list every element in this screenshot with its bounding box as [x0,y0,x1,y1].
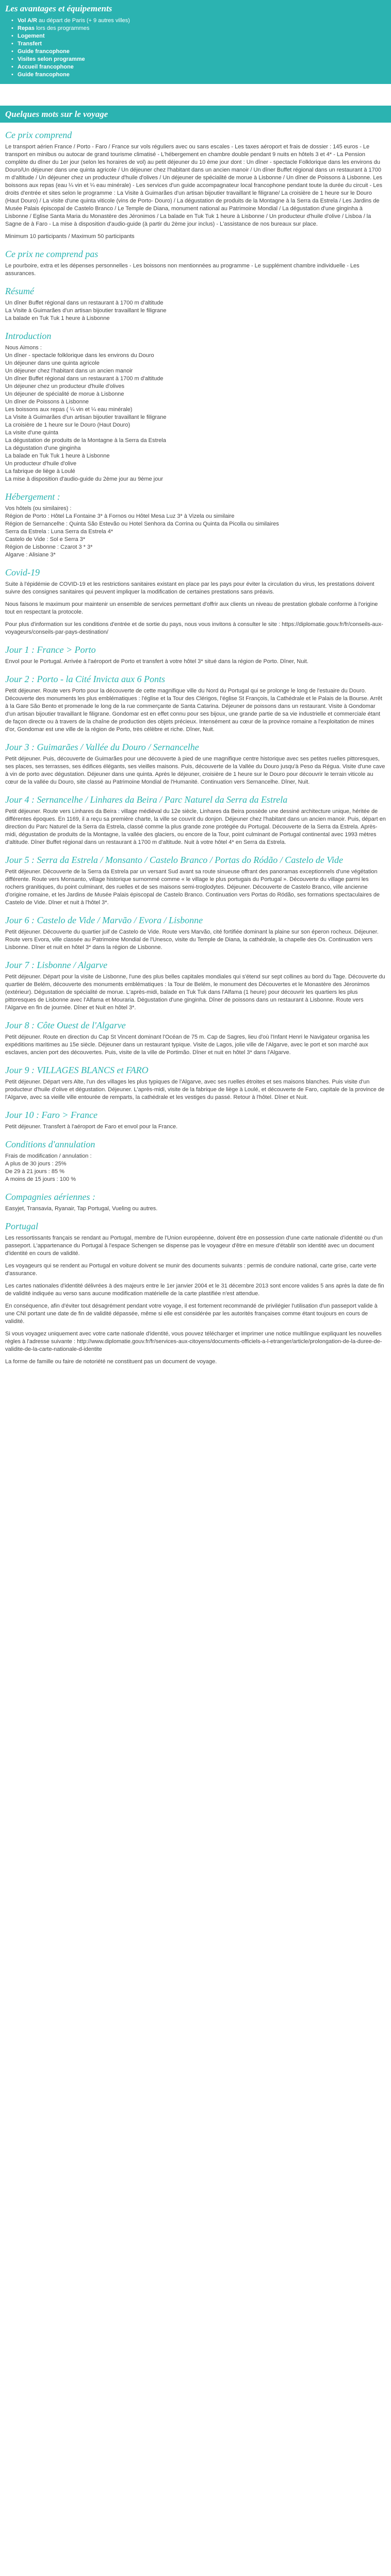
section-line: A plus de 30 jours : 25% [5,1161,67,1167]
check-icon: • [11,25,13,31]
section-line: Nous Aimons : [5,345,42,351]
content-section [5,915,386,952]
advantage-label: Logement [18,33,45,39]
section-line: La fabrique de liège à Loulé [5,468,75,474]
section-title: Ce prix comprend [5,130,72,140]
trip-info-title: Quelques mots sur le voyage [0,106,391,123]
content-section [5,1020,386,1057]
check-icon: • [11,56,13,62]
section-line: Un dîner Buffet régional dans un restaurant à 1700 m d'altitude [5,376,164,382]
advantage-item [11,17,386,25]
content-section [5,645,386,666]
section-title: Ce prix ne comprend pas [5,249,99,259]
check-icon: • [11,41,13,47]
section-line: Un producteur d'huile d'olive [5,461,77,467]
section-title: Conditions d'annulation [5,1139,95,1149]
advantages-title: Les avantages et équipements [0,0,391,17]
advantage-item [11,48,386,56]
check-icon: • [11,48,13,55]
content-section [5,794,386,846]
content-section [5,1192,386,1213]
section-paragraph: Suite à l'épidémie de COVID-19 et les restrictions sanitaires existant en place par les pays pour éviter la circulation du virus, les prestations doivent suivre des consignes sanitaires qui peuvent impliquer la modification de certaines prestations sans préavis. [5,581,374,595]
section-line: Les boissons aux repas ( ¼ vin et ¼ eau minérale) [5,406,133,413]
section-paragraph: Les cartes nationales d'identité délivrées à des majeurs entre le 1er janvier 2004 et le 31 décembre 2013 sont encore valides 5 ans après la date de fin de validité indiquée au verso sans aucune modification matérielle de la carte plastifiée n'est attendue. [5,1283,384,1297]
section-title: Compagnies aériennes : [5,1192,95,1202]
advantage-label: Visites selon programme [18,56,85,62]
section-title: Jour 6 : Castelo de Vide / Marvão / Evora / Lisbonne [5,915,203,925]
section-paragraph: Le pourboire, extra et les dépenses personnelles - Les boissons non mentionnées au programme - Le supplément chambre individuelle - Les assurances. [5,263,360,277]
check-icon: • [11,33,13,39]
section-paragraph: Pour plus d'information sur les conditions d'entrée et de sortie du pays, nous vous invitons à consulter le site : https://diplomatie.gouv.fr/fr/conseils-aux-voyageurs/conseils-par-pays-destination/ [5,621,383,635]
section-title: Jour 2 : Porto - la Cité Invicta aux 6 Ponts [5,674,165,684]
section-line: La dégustation de produits de la Montagne à la Serra da Estrela [5,437,166,444]
section-paragraph: Petit déjeuner. Puis, découverte de Guimarães pour une découverte à pied de une magnifique centre historique avec ses petites ruelles pittoresques, ses places, ses terrasses, ses édifices élégants, ses vieilles maisons. Puis, découverte de la Vallée du Douro jusqu'à Peso da Régua. Visite d'une cave à vin de porto avec dégustation. Déjeuner dans une quinta. Après le déjeuner, croisière de 1 heure sur le Douro pour découvrir le terrain viticole au cœur de la vallée du Douro, site classé au Patrimoine Mondial de l'Humanité. Continuation vers Sernancelhe. Dîner, Nuit. [5,756,385,785]
section-paragraph: Petit déjeuner. Route en direction du Cap St Vincent dominant l'Océan de 75 m. Cap de Sagres, lieu d'où l'Infant Henri le Navigateur organisa les expéditions maritimes au 15e siècle. Déjeuner dans un restaurant typique. Visite de Lagos, jolie ville de l'Algarve, avec le port et son marché aux esclaves, ancien port des découvertes. Puis, visite de la ville de Portimão. Dîner et nuit en hôtel 3* dans l'Algarve. [5,1034,370,1056]
section-title: Jour 7 : Lisbonne / Algarve [5,960,108,970]
section-paragraph: Les ressortissants français se rendant au Portugal, membre de l'Union européenne, doivent être en possession d'une carte nationale d'identité ou d'un passeport. L'appartenance du Portugal à l'espace Schengen se dispense pas le voyageur d'être en mesure d'établir son identité avec un document d'identité en cours de validité. [5,1235,383,1257]
section-paragraph: Easyjet, Transavia, Ryanair, Tap Portugal, Vueling ou autres. [5,1206,158,1212]
section-title: Introduction [5,331,52,341]
section-line: De 29 à 21 jours : 85 % [5,1168,64,1175]
section-title: Jour 8 : Côte Ouest de l'Algarve [5,1020,126,1030]
section-line: Un dîner Buffet régional dans un restaurant à 1700 m d'altitude [5,300,164,306]
section-paragraph: Petit déjeuner. Route vers Porto pour la découverte de cette magnifique ville du Nord du Portugal qui se prolonge le long de l'estuaire du Douro. Découverte des monuments les plus emblématiques : l'église et la Tour des Clérigos, l'église St François, la Cathédrale et le Palais de la Bourse. Arrêt à la Gare São Bento et promenade le long de la rue commerçante de Santa Catarina. Déjeuner de poissons dans un restaurant. Visite à Gondomar d'un artisan bijoutier travaillant le filigrane. Gondomar est en effet connu pour ses bijoux, une grande partie de sa vie industrielle et commerciale étant de façon directe ou à travers de la chaîne de production des objets précieux. Intensément au cœur de la province romaine a l'exploitation de mines d'or, Gondomar est une ville de la région de Porto, très célèbre et riche. Dîner, Nuit. [5,688,382,733]
section-paragraph: Envol pour le Portugal. Arrivée à l'aéroport de Porto et transfert à votre hôtel 3* situé dans la région de Porto. Dîner, Nuit. [5,658,308,665]
content-section [5,130,386,228]
advantage-label: Accueil francophone [18,64,74,70]
content-section [5,674,386,734]
section-line: Un déjeuner chez l'habitant dans un ancien manoir [5,368,133,374]
advantages-panel [0,0,391,84]
section-paragraph: Petit déjeuner. Découverte de la Serra da Estrela par un versant Sud avant sa route sinueuse offrant des panoramas exceptionnels d'une végétation différente. Route vers Monsanto, village historique surnommé comme « le village le plus portugais du Portugal ». Découverte du village parmi les rochers granitiques, du point culminant, des ruelles et de ses maisons semi-troglodytes. Déjeuner. Découverte de Castelo Branco, ville ancienne d'origine romaine, et les Jardins de Musée Palais épiscopal de Castelo Branco. Continuation vers Portas do Ródão, ses formations spectaculaires de Castelo de Vide. Dîner et nuit à l'hôtel 3*. [5,869,380,906]
content-section [5,1065,386,1101]
section-line: Serra da Estrela : Luna Serra da Estrela 4* [5,529,113,535]
advantage-item [11,25,386,32]
section-paragraph: Si vous voyagez uniquement avec votre carte nationale d'identité, vous pouvez télécharger et imprimer une notice multilingue expliquant les nouvelles règles à l'adresse suivante : http://www.diplomatie.gouv.fr/fr/services-aux-citoyens/documents-officiels-a-l-etranger/article/prolongation-de-la-duree-de-validite-de-la-carte-nationale-d-identite [5,1331,382,1352]
content-section [5,960,386,1012]
content-section [5,1139,386,1183]
section-title: Hébergement : [5,492,60,502]
advantage-item [11,40,386,48]
trip-info-panel [0,106,391,123]
section-line: Vos hôtels (ou similaires) : [5,505,72,512]
content-section [5,742,386,786]
section-paragraph: Petit déjeuner. Départ pour la visite de Lisbonne, l'une des plus belles capitales mondiales qui s'étend sur sept collines au bord du Tage. Découverte du quartier de Belém, découverte des monuments emblématiques : la Tour de Belém, le monument des Découvertes et le Monastère des Jéronimos (extérieur). Dégustation de spécialité de morue. L'après-midi, balade en Tuk Tuk dans l'Alfama (1 heure) pour découvrir les quartiers les plus pittoresques de Lisbonne avec l'Alfama et Mouraria. Dégustation d'une ginginha. Dîner de poissons dans un restaurant à Lisbonne. Route vers l'Algarve en fin de journée. Dîner et Nuit en hôtel 3*. [5,974,385,1011]
content-section [5,249,386,278]
section-paragraph: Les voyageurs qui se rendent au Portugal en voiture doivent se munir des documents suivants : permis de conduire national, carte grise, carte verte d'assurance. [5,1263,377,1277]
section-line: La croisière de 1 heure sur le Douro (Haut Douro) [5,422,131,428]
section-lines [5,344,386,483]
section-line: Région de Porto : Hôtel La Fontaine 3* à Fornos ou Hôtel Mesa Luz 3* à Vizela ou similaire [5,513,235,519]
section-paragraph: La forme de famille ou faire de notoriété ne constituent pas un document de voyage. [5,1359,217,1365]
section-title: Jour 1 : France > Porto [5,645,96,655]
section-line: Un déjeuner dans une quinta agricole [5,360,100,366]
content-section [5,1221,386,1366]
advantage-text: au départ de Paris (+ 9 autres villes) [37,18,130,24]
section-line: Région de Sernancelhe : Quinta São Estevão ou Hotel Senhora da Corrina ou Quinta da Picolla ou similaires [5,521,279,527]
section-paragraph: En conséquence, afin d'éviter tout désagrément pendant votre voyage, il est fortement recommandé de privilégier l'utilisation d'un passeport valide à une CNI portant une date de fin de validité dépassée, même si elle est considérée par les autorités françaises comme étant toujours en cours de validité. [5,1303,378,1325]
advantage-item [11,71,386,79]
advantage-label: Vol A/R [18,18,37,24]
content-section [5,233,386,241]
section-line: Algarve : Alisiane 3* [5,552,56,558]
section-line: Un dîner de Poissons à Lisbonne [5,399,89,405]
advantage-label: Repas [18,25,35,31]
section-line: La Visite à Guimarães d'un artisan bijoutier travaillant le filigrane [5,308,167,314]
section-lines [5,1153,386,1183]
section-lines [5,299,386,323]
section-lines [5,505,386,559]
advantage-item [11,32,386,40]
section-line: Région de Lisbonne : Czarot 3 * 3* [5,544,93,550]
section-line: La dégustation d'une ginginha [5,445,81,451]
check-icon: • [11,64,13,70]
section-paragraph: Minimum 10 participants / Maximum 50 participants [5,233,135,240]
section-paragraph: Le transport aérien France / Porto - Faro / France sur vols réguliers avec ou sans escales - Les taxes aéroport et frais de dossier : 145 euros - Le transport en minibus ou autocar de grand tourisme climatisé - L'hébergement en chambre double pendant 9 nuits en hôtels 3 et 4* - La Pension complète du dîner du 1er jour (selon les horaires de vol) au petit déjeuner du 10 ème jour dont : Un dîner - spectacle Folklorique dans les environs du Douro/Un déjeuner dans une quinta agricole / Un déjeuner chez l'habitant dans un ancien manoir / Un dîner Buffet régional dans un restaurant à 1700 m d'altitude / Un déjeuner chez un producteur d'huile d'olives / Un déjeuner de spécialité de morue à Lisbonne / Un dîner de Poissons à Lisbonne. Les boissons aux repas (eau ¼ vin et ¼ eau minérale) - Les services d'un guide accompagnateur local francophone pendant toute la durée du circuit - Les droits d'entrée et sites selon le programme : La Visite à Guimarães d'un artisan bijoutier travaillant le filigrane/ La croisière de 1 heure sur le Douro (Haut Douro) / La visite d'une quinta viticole (vins de Porto- Douro) / La dégustation de produits de la Montagne à la Serra da Estrela / Les Jardins de Musée Palais épiscopal de Castelo Branco / Le Temple de Diana, monument national au Patrimoine Mondial / La dégustation d'une ginginha à Lisbonne / Eglise Santa Maria du Monastère des Jéronimos / La balade en Tuk Tuk 1 heure à Lisbonne / Un producteur d'huile d'olive / Lisboa / la Sagne de à Faro - La mise à disposition d'audio-guide (à partir du 2ème jour inclus) - L'assistance de nos bureaux sur place. [5,144,382,227]
section-line: La mise à disposition d'audio-guide du 2ème jour au 9ème jour [5,476,164,482]
content-section [5,331,386,483]
section-line: Castelo de Vide : Sol e Serra 3* [5,536,86,543]
advantage-label: Guide francophone [18,48,70,55]
advantage-item [11,63,386,71]
section-paragraph: Nous faisons le maximum pour maintenir un ensemble de services permettant d'offrir aux clients un niveau de prestation globale conforme à l'origine tout en respectant la protocole. [5,601,378,615]
advantage-label: Transfert [18,41,42,47]
trip-content [0,123,391,1366]
section-line: La balade en Tuk Tuk 1 heure à Lisbonne [5,453,110,459]
section-line: Un déjeuner chez un producteur d'huile d'olives [5,383,125,389]
section-paragraph: Petit déjeuner. Départ vers Alte, l'un des villages les plus typiques de l'Algarve, avec ses ruelles étroites et ses maisons blanches. Puis visite d'un producteur d'huile d'olive et dégustation. Déjeuner. L'après-midi, visite de la fabrique de liège à Loulé, et découverte de Faro, capitale de la province de l'Algarve, avec sa vieille ville entourée de remparts, la cathédrale et les vestiges du passé. Retour à l'hôtel. Dîner et Nuit. [5,1079,385,1100]
content-section [5,1110,386,1131]
check-icon: • [11,18,13,24]
content-section [5,567,386,636]
section-title: Jour 3 : Guimarães / Vallée du Douro / Sernancelhe [5,742,199,752]
section-paragraph: Petit déjeuner. Découverte du quartier juif de Castelo de Vide. Route vers Marvão, cité fortifiée dominant la plaine sur son éperon rocheux. Déjeuner. Route vers Evora, ville classée au Patrimoine Mondial de l'Unesco, visite du Temple de Diana, la cathédrale, la chapelle des Os. Continuation vers Lisbonne. Dîner et nuit en hôtel 3* dans la région de Lisbonne. [5,929,379,951]
section-line: La Visite à Guimarães d'un artisan bijoutier travaillant le filigrane [5,414,167,420]
section-title: Résumé [5,286,34,296]
advantage-text: lors des programmes [35,25,90,31]
content-section [5,286,386,323]
section-title: Jour 9 : VILLAGES BLANCS et FARO [5,1065,149,1075]
advantage-item [11,56,386,63]
section-title: Portugal [5,1221,39,1231]
section-line: La balade en Tuk Tuk 1 heure à Lisbonne [5,315,110,321]
check-icon: • [11,72,13,78]
advantage-label: Guide francophone [18,72,70,78]
section-line: La visite d'une quinta [5,430,59,436]
content-section [5,492,386,559]
section-title: Covid-19 [5,567,40,578]
section-line: Un dîner - spectacle folklorique dans les environs du Douro [5,352,154,359]
section-line: Frais de modification / annulation : [5,1153,92,1159]
section-title: Jour 4 : Sernancelhe / Linhares da Beira / Parc Naturel da Serra da Estrela [5,794,288,805]
section-line: A moins de 15 jours : 100 % [5,1176,76,1182]
section-line: Un déjeuner de spécialité de morue à Lisbonne [5,391,124,397]
advantages-list [0,17,391,84]
section-title: Jour 5 : Serra da Estrela / Monsanto / Castelo Branco / Portas do Ródão / Castelo de Vide [5,855,343,865]
section-paragraph: Petit déjeuner. Transfert à l'aéroport de Faro et envol pour la France. [5,1124,178,1130]
section-paragraph: Petit déjeuner. Route vers Linhares da Beira : village médiéval du 12e siècle, Linhares da Beira possède une dessiné architecture unique, héritée de différentes époques. En 1169, il a reçu sa première charte, la ville se couvrit du donjon. Déjeuner chez l'habitant dans un ancien manoir. Puis, départ en direction du Parc Naturel de la Serra da Estrela, classé comme la plus grande zone protégée du Portugal. Découverte de la Serra da Estrela. Après-midi, dégustation de produits de la Montagne, la vallée des glaciers, ou encore de la Tour, point culminant de Portugal continental avec 1993 mètres d'altitude. Dîner Buffet régional dans un restaurant à 1700 m d'altitude. Nuit à votre hôtel 4* en Serra da Estrela. [5,808,386,845]
content-section [5,855,386,907]
section-title: Jour 10 : Faro > France [5,1110,97,1120]
